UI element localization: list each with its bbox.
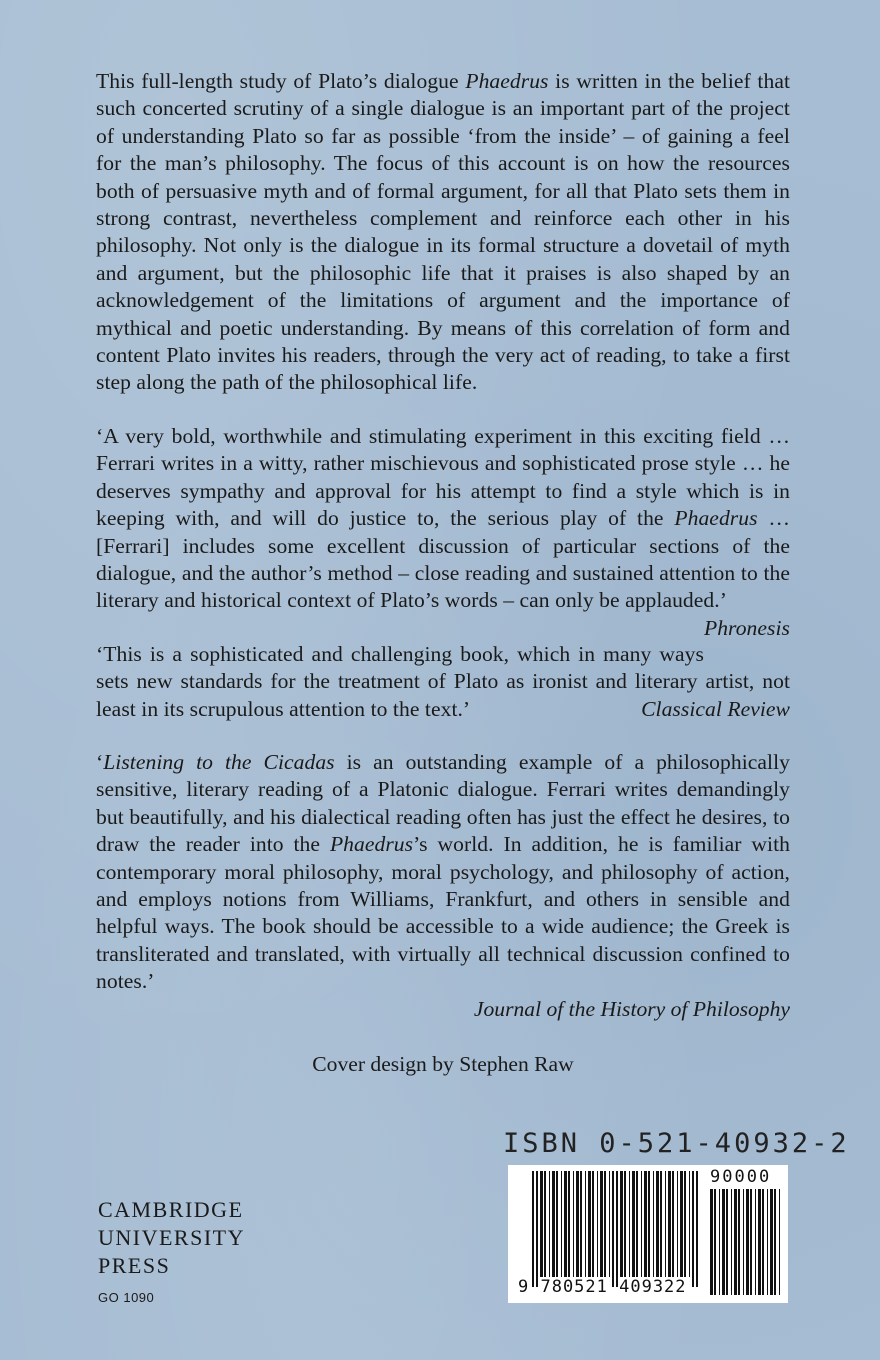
barcode-bar [750, 1189, 752, 1295]
blurb-text-start: This full-length study of Plato’s dialogue [96, 69, 466, 93]
blurb-text-rest: is written in the belief that such concerted scrutiny of a single dialogue is an important part of the project of understanding Plato so far as possible ‘from the inside’ – of gaining a feel for the man’s philosophy. The focus of this account is on how the resources both of persuasive myth and of formal argument, for all that Plato sets them in strong contrast, nevertheless complement and reinforce each other in his philosophy. Not only is the dialogue in its formal structure a dovetail of myth and argument, but the philosophic life that it praises is also shaped by an acknowledgement of the limitations of argument and the importance of mythical and poetic understanding. By means of this correlation of form and content Plato invites his readers, through the very act of reading, to take a first step along the path of the philosophical life. [96, 69, 791, 395]
barcode-addon-digits: 90000 [710, 1167, 772, 1187]
barcode-bar [746, 1189, 749, 1295]
review-source: Journal of the History of Philosophy [473, 996, 790, 1021]
barcode-bar [710, 1189, 713, 1295]
review-text: is an outstanding example of a philosophically sensitive, literary reading of a Platonic dialogue. Ferrari writes demandingly but beautifully, and his dialectical reading often has just the effect he desires, to draw the reader into the [96, 749, 790, 857]
review-italic-title: Phaedrus [674, 506, 758, 531]
review-text: ‘This is a sophisticated and challenging book, which in many ways sets new standards for the treatment of Plato as ironist and literary artist, not least in its scrupulous attention to the text.’ [96, 641, 790, 721]
barcode-bar [561, 1171, 562, 1277]
barcode-bar [648, 1171, 650, 1277]
barcode-bar [644, 1171, 647, 1277]
barcode-bar [609, 1171, 610, 1277]
barcode-bar [632, 1171, 635, 1277]
review-phronesis [96, 423, 790, 640]
barcode-bar [588, 1171, 591, 1277]
barcode-bar [576, 1171, 579, 1277]
barcode-bar [620, 1171, 623, 1277]
barcode-bar [600, 1171, 603, 1277]
publisher-line: CAMBRIDGE [98, 1197, 244, 1222]
barcode-bar [755, 1189, 756, 1295]
barcode-bar [738, 1189, 740, 1295]
barcode-bar [604, 1171, 606, 1277]
barcode-bar [580, 1171, 582, 1277]
publisher-imprint [98, 1196, 245, 1280]
review-classical-review [96, 641, 790, 723]
barcode-bar [573, 1171, 574, 1277]
review-italic-title: Listening to the Cicadas [103, 749, 335, 774]
review-text: ’s world. In addition, he is familiar with contemporary moral philosophy, moral psychology, and philosophy of action, and employs notions from Williams, Frankfurt, and others in sensible and helpful ways. The book should be accessible to a wide audience; the Greek is transliterated and translated, with virtually all technical discussion confined to notes.’ [96, 832, 790, 994]
review-source: Phronesis [703, 615, 790, 640]
barcode-guard-bar [696, 1171, 698, 1287]
review-italic-title: Phaedrus [329, 832, 414, 857]
barcode-bar [660, 1171, 662, 1277]
barcode-bar [762, 1189, 764, 1295]
barcode-bar [564, 1171, 567, 1277]
product-code: GO 1090 [98, 1290, 155, 1305]
barcode-bar [585, 1171, 586, 1277]
barcode-bar [714, 1189, 716, 1295]
barcode-guard-bar [532, 1171, 534, 1287]
barcode-bar [770, 1189, 773, 1295]
barcode-bar [552, 1171, 555, 1277]
barcode-bar [540, 1171, 543, 1277]
barcode-bar [758, 1189, 761, 1295]
barcode-bar [722, 1189, 725, 1295]
barcode-bar [779, 1189, 780, 1295]
publisher-line: PRESS [98, 1253, 171, 1278]
barcode-guard-bar [616, 1171, 618, 1287]
barcode-bar [774, 1189, 776, 1295]
barcode-bar [689, 1171, 690, 1277]
review-text: … [Ferrari] includes some excellent discussion of particular sections of the dialogue, and the author’s method – close reading and sustained attention to the literary and historical context of Plato’s words – can only be applauded.’ [96, 506, 790, 613]
barcode-bar [556, 1171, 558, 1277]
barcode-bar [726, 1189, 728, 1295]
barcode-bar [636, 1171, 638, 1277]
barcode-bar [672, 1171, 674, 1277]
barcode-bar [629, 1171, 630, 1277]
barcode-bar [592, 1171, 594, 1277]
barcode-bar [544, 1171, 546, 1277]
barcode-guard-bar [692, 1171, 694, 1287]
barcode-bar [668, 1171, 671, 1277]
barcode-bar [656, 1171, 659, 1277]
barcode-guard-bar [536, 1171, 538, 1287]
barcode-bar [719, 1189, 720, 1295]
barcode-guard-bar [612, 1171, 614, 1287]
barcode-digits: 9 780521 409322 [518, 1277, 687, 1297]
barcode-bar [684, 1171, 686, 1277]
barcode-bar [597, 1171, 598, 1277]
barcode-bar [767, 1189, 768, 1295]
review-journal-history-philosophy [96, 749, 790, 1023]
cover-design-credit: Cover design by Stephen Raw [312, 1052, 574, 1076]
review-text: ‘A very bold, worthwhile and stimulating experiment in this exciting field … Ferrari writes in a witty, rather mischievous and sophisticated prose style … he deserves sympathy and approval for his attempt to find a style which is in keeping with, and will do justice to, the serious play of the [96, 423, 790, 531]
publisher-line: UNIVERSITY [98, 1225, 245, 1250]
review-text: ‘ [96, 749, 104, 774]
barcode-bar [743, 1189, 744, 1295]
barcode-bar [624, 1171, 626, 1277]
barcode [508, 1165, 788, 1303]
isbn-label: ISBN 0-521-40932-2 [503, 1128, 850, 1159]
barcode-bar [734, 1189, 737, 1295]
blurb-paragraph [96, 68, 790, 397]
barcode-bar [641, 1171, 642, 1277]
blurb-book-title: Phaedrus [465, 69, 549, 93]
barcode-bar [549, 1171, 550, 1277]
barcode-bar [568, 1171, 570, 1277]
barcode-bar [731, 1189, 732, 1295]
review-source: Classical Review [641, 696, 790, 721]
barcode-bar [653, 1171, 654, 1277]
barcode-bar [665, 1171, 666, 1277]
barcode-bar [680, 1171, 683, 1277]
back-cover-text [96, 68, 790, 1078]
barcode-bar [677, 1171, 678, 1277]
